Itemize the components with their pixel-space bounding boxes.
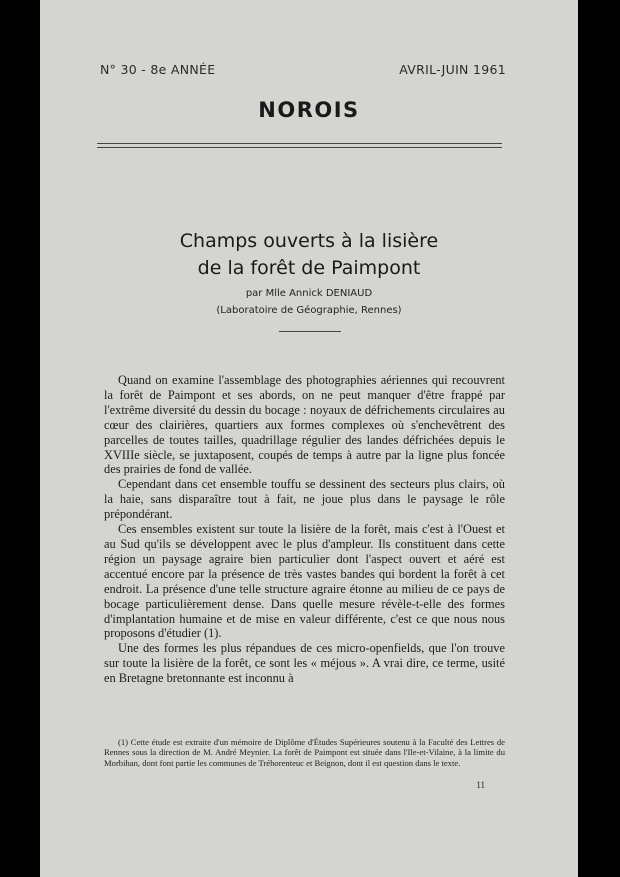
author-affiliation: (Laboratoire de Géographie, Rennes) bbox=[216, 305, 402, 316]
header-divider bbox=[97, 143, 502, 148]
issue-date: AVRIL-JUIN 1961 bbox=[399, 62, 506, 77]
footnote bbox=[104, 737, 505, 768]
page-number: 11 bbox=[476, 780, 485, 790]
article-author: par Mlle Annick DENIAUD bbox=[245, 288, 373, 299]
paragraph-4: Une des formes les plus répandues de ces micro-openfields, que l'on trouve sur toute la lisière de la forêt, ce sont les « méjous ». A vrai dire, ce terme, usité en Bretagne bretonnante est inconnu à bbox=[104, 641, 505, 686]
journal-title: NOROIS bbox=[258, 98, 360, 122]
paragraph-2: Cependant dans cet ensemble touffu se dessinent des secteurs plus clairs, où la haie, sans disparaître tout à fait, ne joue plus dans le paysage le rôle prépondérant. bbox=[104, 477, 505, 522]
article-title-line1: Champs ouverts à la lisière bbox=[179, 230, 439, 252]
title-divider bbox=[279, 331, 341, 332]
footnote-text: (1) Cette étude est extraite d'un mémoire de Diplôme d'Études Supérieures soutenu à la Faculté des Lettres de Rennes sous la direction de M. André Meynier. La forêt de Paimpont est située dans l'Ile-et-Vilaine, à la limite du Morbihan, dont font partie les communes de Tréhorenteuc et Beignon, dont il est question dans le texte. bbox=[104, 737, 505, 768]
journal-page bbox=[40, 0, 578, 877]
issue-number: N° 30 - 8e ANNÉE bbox=[100, 62, 216, 77]
paragraph-1: Quand on examine l'assemblage des photographies aériennes qui recouvrent la forêt de Paimpont et ses abords, on ne peut manquer d'être frappé par l'extrême diversité du dessin du bocage : noyaux de défrichements circulaires au cœur des clairières, quartiers aux formes complexes où s'enchevêtrent des parcelles de toutes tailles, quadrillage régulier des landes défrichées depuis le XVIIIe siècle, se juxtaposent, coupés de temps à autre par la ligne plus foncée des prairies de fond de vallée. bbox=[104, 373, 505, 477]
article-title bbox=[40, 228, 578, 282]
article-title-line2: de la forêt de Paimpont bbox=[197, 257, 421, 279]
article-body bbox=[104, 373, 505, 686]
paragraph-3: Ces ensembles existent sur toute la lisière de la forêt, mais c'est à l'Ouest et au Sud qu'ils se développent avec le plus d'ampleur. Ils constituent dans cette région un paysage agraire bien particulier dont l'aspect ouvert et aéré est accentué encore par la présence de très vastes bandes qui bordent la forêt à cet endroit. La présence d'une telle structure agraire étonne au milieu de ce pays de bocage particulièrement dense. Dans quelle mesure révèle-t-elle des formes d'implantation humaine et de mise en valeur différente, c'est ce que nous nous proposons d'étudier (1). bbox=[104, 522, 505, 641]
